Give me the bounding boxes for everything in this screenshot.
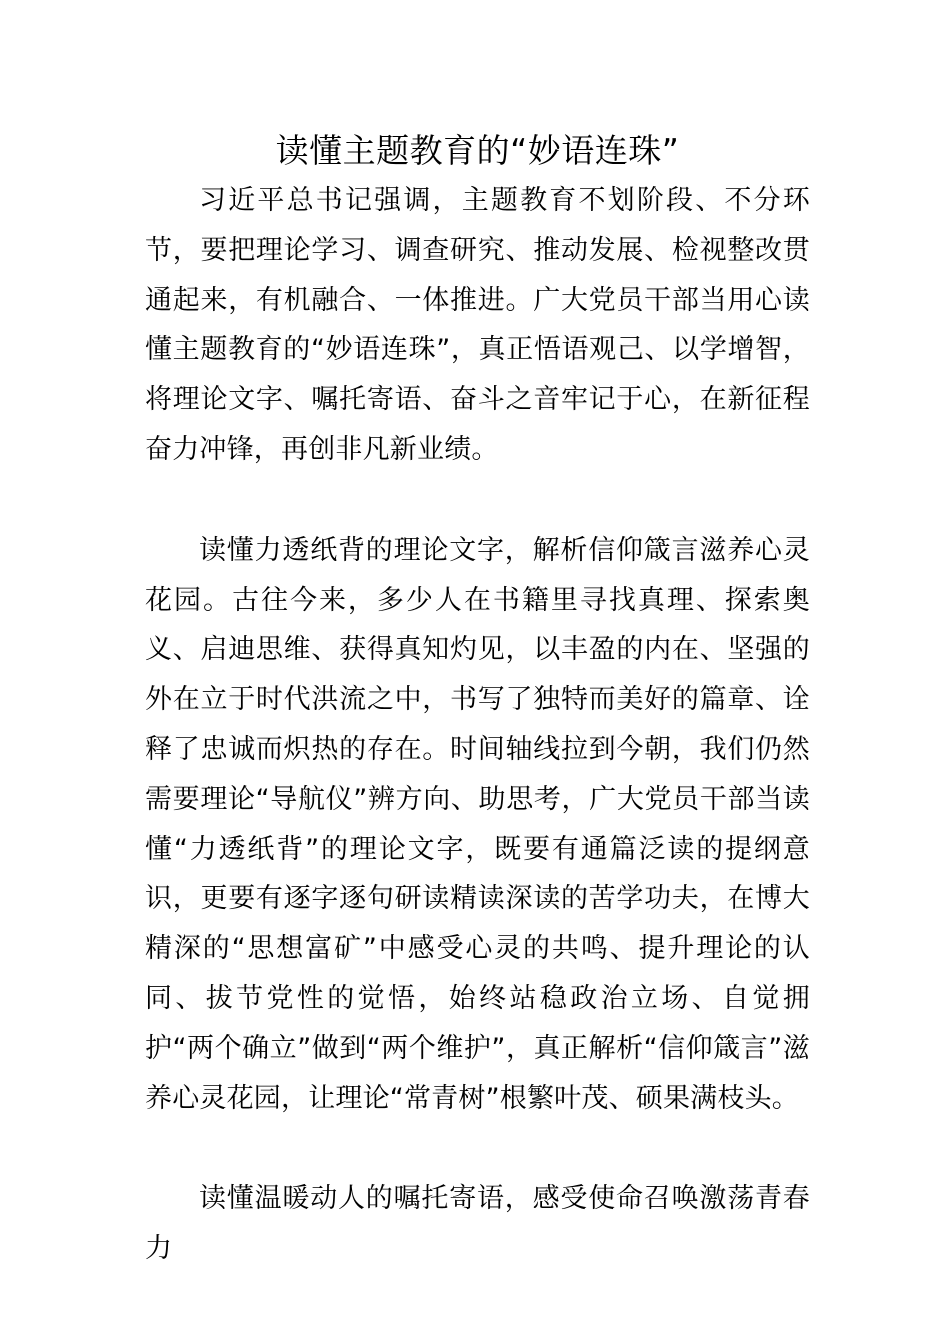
document-page	[145, 126, 810, 1274]
document-title: 读懂主题教育的“妙语连珠”	[275, 131, 680, 170]
paragraph-theory: 读懂力透纸背的理论文字，解析信仰箴言滋养心灵花园。古往今来，多少人在书籍里寻找真理、探索奥义、启迪思维、获得真知灼见，以丰盈的内在、坚强的外在立于时代洪流之中，书写了独特而美好的篇章、诠释了忠诚而炽热的存在。时间轴线拉到今朝，我们仍然需要理论“导航仪”辨方向、助思考，广大党员干部当读懂“力透纸背”的理论文字，既要有通篇泛读的提纲意识，更要有逐字逐句研读精读深读的苦学功夫，在博大精深的“思想富矿”中感受心灵的共鸣、提升理论的认同、拔节党性的觉悟，始终站稳政治立场、自觉拥护“两个确立”做到“两个维护”，真正解析“信仰箴言”滋养心灵花园，让理论“常青树”根繁叶茂、硕果满枝头。	[145, 534, 810, 1114]
paragraph-intro: 习近平总书记强调，主题教育不划阶段、不分环节，要把理论学习、调查研究、推动发展、检视整改贯通起来，有机融合、一体推进。广大党员干部当用心读懂主题教育的“妙语连珠”，真正悟语观己、以学增智，将理论文字、嘱托寄语、奋斗之音牢记于心，在新征程奋力冲锋，再创非凡新业绩。	[145, 185, 810, 465]
paragraph-mission: 读懂温暖动人的嘱托寄语，感受使命召唤激荡青春力	[145, 1183, 810, 1265]
